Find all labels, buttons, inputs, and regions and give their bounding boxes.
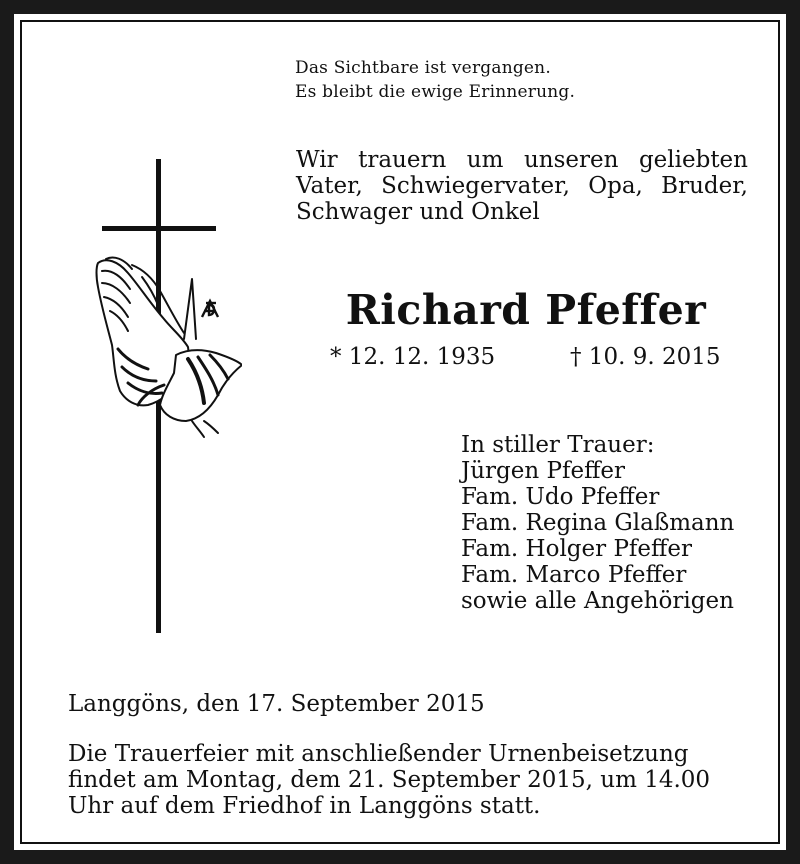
intro-text: [296, 147, 748, 225]
motto-line-1: Das Sichtbare ist vergangen.: [295, 58, 551, 78]
mourner-name: Jürgen Pfeffer: [461, 458, 626, 484]
place-and-date: Langgöns, den 17. September 2015: [68, 691, 485, 717]
mourners-block: [461, 432, 734, 614]
intro-line-3: Schwager und Onkel: [296, 199, 540, 225]
mourner-name: Fam. Marco Pfeffer: [461, 562, 687, 588]
motto-line-2: Es bleibt die ewige Erinnerung.: [295, 82, 576, 102]
intro-line-1: Wir trauern um unseren geliebten: [296, 147, 748, 173]
funeral-line-1: Die Trauerfeier mit anschließender Urnenbeisetzung: [68, 741, 689, 767]
death-date: † 10. 9. 2015: [570, 344, 721, 370]
funeral-notice: [68, 741, 710, 819]
mourner-name: sowie alle Angehörigen: [461, 588, 734, 614]
mourner-name: Fam. Holger Pfeffer: [461, 536, 692, 562]
mourners-heading: In stiller Trauer:: [461, 432, 655, 458]
mourner-name: Fam. Udo Pfeffer: [461, 484, 660, 510]
obituary-border: [20, 20, 780, 844]
deceased-name: Richard Pfeffer: [345, 286, 707, 334]
birth-date: * 12. 12. 1935: [330, 344, 496, 370]
mourner-name: Fam. Regina Glaßmann: [461, 510, 735, 536]
praying-hands-icon: [97, 257, 243, 437]
obituary-card: [14, 14, 786, 850]
funeral-line-3: Uhr auf dem Friedhof in Langgöns statt.: [68, 793, 541, 819]
funeral-line-2: findet am Montag, dem 21. September 2015, um 14.00: [68, 767, 711, 793]
intro-line-2: Vater, Schwiegervater, Opa, Bruder,: [296, 173, 748, 199]
motto: [295, 56, 575, 104]
durer-monogram-icon: [202, 301, 218, 317]
cross-with-praying-hands: [92, 159, 242, 639]
